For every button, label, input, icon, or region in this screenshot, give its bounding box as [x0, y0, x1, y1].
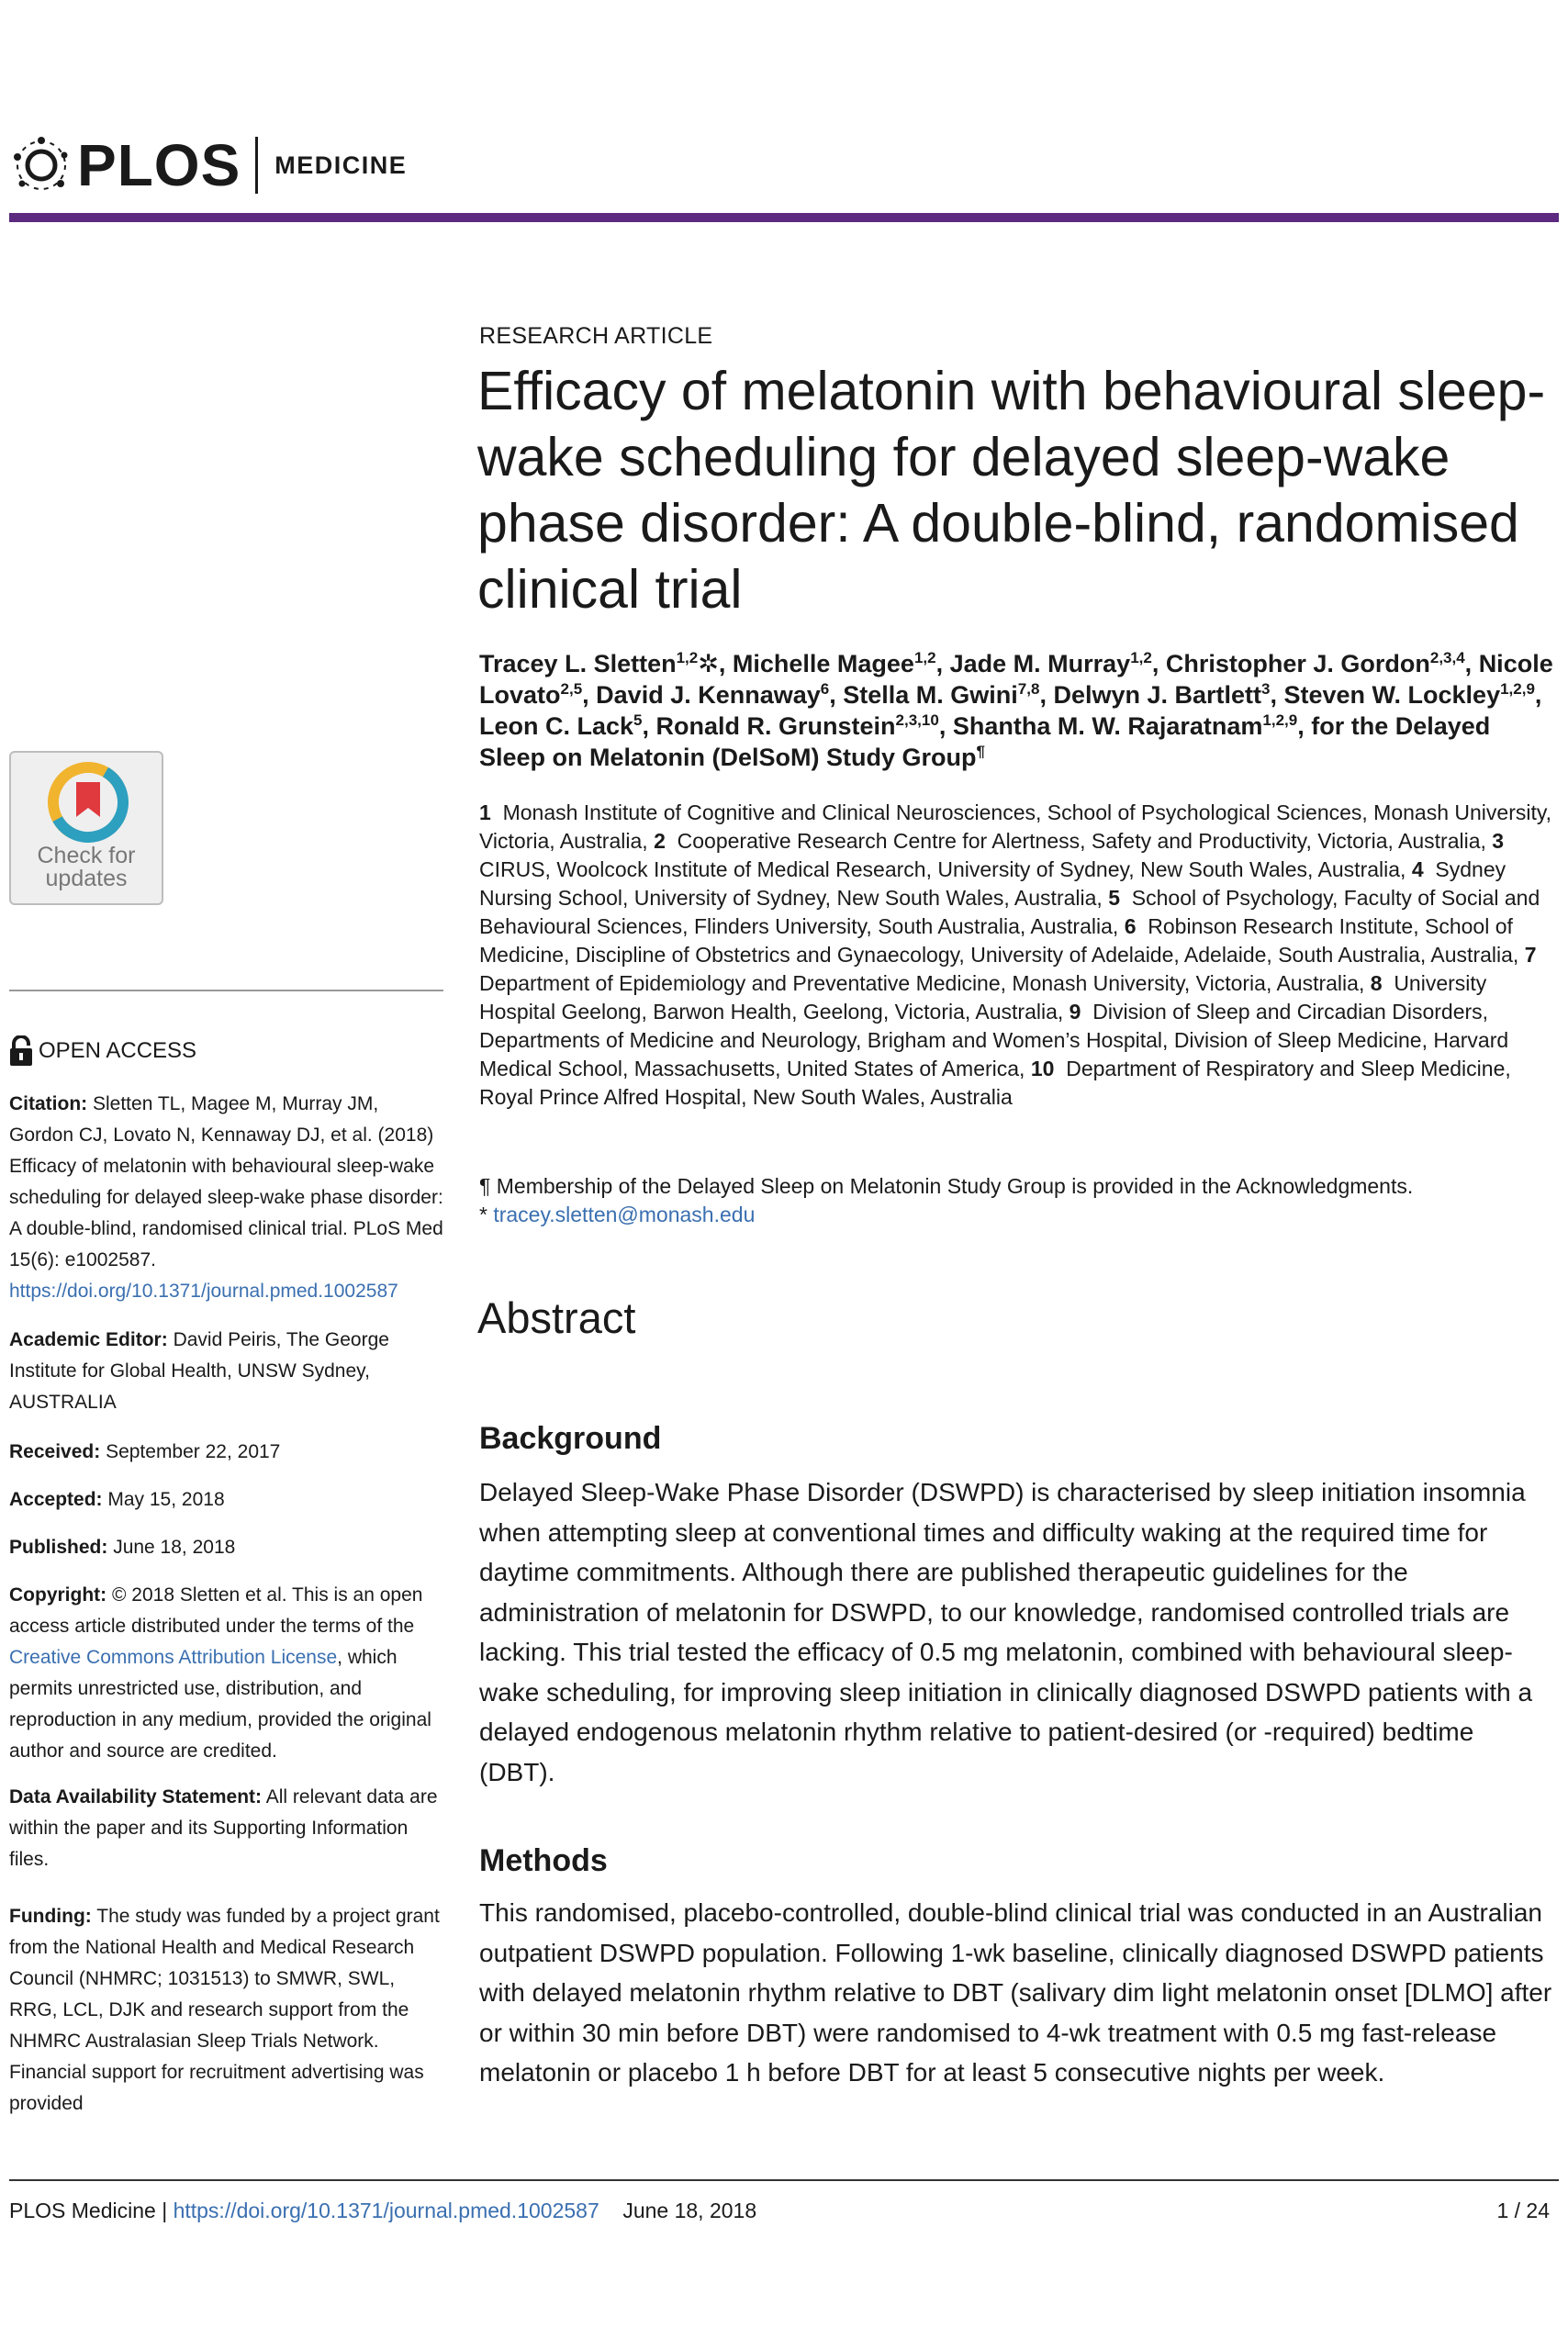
received-label: Received:: [9, 1441, 101, 1462]
footer-citation: [9, 2199, 756, 2223]
affiliation-number: 6: [1124, 914, 1137, 938]
citation-text: Sletten TL, Magee M, Murray JM, Gordon CJ, Lovato N, Kennaway DJ, et al. (2018) Efficacy of melatonin with behavioural sleep-wake scheduling for delayed sleep-wake phase disorder: A double-blind, randomised clinical trial. PLoS Med 15(6): e1002587.: [9, 1093, 443, 1270]
author-name: Steven W. Lockley: [1283, 681, 1501, 709]
license-link[interactable]: Creative Commons Attribution License: [9, 1647, 338, 1668]
author-name: Jade M. Murray: [949, 650, 1131, 677]
author-affiliation-sup: 5: [633, 711, 643, 729]
corresponding-email-link[interactable]: tracey.sletten@monash.edu: [493, 1203, 756, 1226]
open-lock-icon: [9, 1035, 33, 1067]
author-affiliation-sup: 3: [1261, 680, 1271, 698]
affiliations: [479, 799, 1558, 1112]
citation: [9, 1089, 445, 1307]
membership-block: [479, 1172, 1558, 1229]
affiliation-number: 3: [1492, 829, 1505, 853]
group-author-sup: ¶: [976, 743, 985, 760]
copyright: [9, 1580, 445, 1767]
funding-text: The study was funded by a project grant from the National Health and Medical Research Council (NHMRC; 1031513) to SMWR, SWL, RRG, LCL, DJK and research support from the NHMRC Australasian Sleep Trials Network. Financial support for recruitment advertising was provided: [9, 1906, 440, 2114]
author-name: Nicole Lovato: [479, 650, 1553, 709]
footer-rule: [9, 2179, 1559, 2181]
affiliation-text: Department of Respiratory and Sleep Medicine, Royal Prince Alfred Hospital, New South Wales, Australia: [479, 1057, 1511, 1109]
membership-note: ¶ Membership of the Delayed Sleep on Melatonin Study Group is provided in the Acknowledgments.: [479, 1174, 1414, 1198]
affiliation-number: 1: [479, 800, 491, 824]
affiliation-text: CIRUS, Woolcock Institute of Medical Research, University of Sydney, New South Wales, Australia,: [479, 857, 1406, 881]
background-heading: Background: [479, 1421, 662, 1456]
affiliation-text: Robinson Research Institute, School of Medicine, Discipline of Obstetrics and Gynaecology, University of Adelaide, Adelaide, South Australia, Australia,: [479, 914, 1519, 967]
author-list: Tracey L. Sletten$^{1,2}$✲, Michelle Magee$^{1,2}$, Jade M. Murray$^{1,2}$, Christopher J. Gordon$^{2,3,4}$, Nicole Lovato$^{2,5}$, David J. Kennaway$^6$, Stella M. Gwini$^{7,8}$, Delwyn J. Bartlett$^3$, Steven W. Lockley$^{1,2,9}$, Leon C. Lack$^5$, Ronald R. Grunstein$^{2,3,10}$, Shantha M. W. Rajaratnam$^{1,2,9}$, for the Delayed Sleep on Melatonin (DelSoM) Study Group¶: [479, 649, 1553, 771]
data-availability-label: Data Availability Statement:: [9, 1786, 263, 1807]
check-for-updates-badge[interactable]: [9, 751, 163, 905]
affiliation-text: Monash Institute of Cognitive and Clinical Neurosciences, School of Psychological Sciences, Monash University, Victoria, Australia,: [479, 800, 1552, 853]
sidebar-rule: [9, 990, 443, 991]
affiliation-text: Cooperative Research Centre for Alertness, Safety and Productivity, Victoria, Australia,: [677, 829, 1486, 853]
footer-doi-link[interactable]: https://doi.org/10.1371/journal.pmed.1002587: [173, 2199, 599, 2222]
received-date: [9, 1437, 445, 1468]
article-type: RESEARCH ARTICLE: [479, 323, 713, 349]
check-for-updates-label: Check for updates: [37, 843, 136, 891]
author-affiliation-sup: 1,2: [1130, 649, 1152, 666]
affiliation-text: School of Psychology, Faculty of Social and Behavioural Sciences, Flinders University, South Australia, Australia,: [479, 886, 1540, 938]
affiliation-number: 7: [1524, 943, 1537, 967]
copyright-label: Copyright:: [9, 1584, 107, 1606]
article-title: Efficacy of melatonin with behavioural sleep-wake scheduling for delayed sleep-wake phase disorder: A double-blind, randomised clinical trial: [477, 361, 1546, 620]
affiliation-number: 9: [1069, 1000, 1081, 1024]
author-affiliation-sup: 7,8: [1017, 680, 1040, 698]
author-affiliation-sup: 2,3,10: [895, 711, 939, 729]
copyright-text: © 2018 Sletten et al. This is an open access article distributed under the terms of the: [9, 1584, 423, 1637]
publisher-name: PLOS: [77, 132, 241, 198]
author-affiliation-sup: 6: [820, 680, 830, 698]
affiliation-number: 2: [654, 829, 666, 853]
author-name: Michelle Magee: [732, 650, 914, 677]
corresponding-line: [479, 1201, 1558, 1229]
footer-journal: PLOS Medicine |: [9, 2199, 168, 2222]
author-name: David J. Kennaway: [596, 681, 821, 709]
affiliation-number: 5: [1108, 886, 1120, 910]
author-name: Delwyn J. Bartlett: [1053, 681, 1262, 709]
affiliation-number: 8: [1370, 971, 1383, 995]
editor-label: Academic Editor:: [9, 1329, 168, 1350]
footer-date: June 18, 2018: [622, 2199, 757, 2222]
logo-divider: [255, 137, 258, 194]
author-name: Leon C. Lack: [479, 712, 634, 740]
check-updates-icon: [48, 762, 129, 843]
academic-editor: [9, 1325, 445, 1418]
published-date: [9, 1532, 445, 1563]
data-availability: [9, 1782, 445, 1875]
data-availability-text: All relevant data are within the paper and its Supporting Information files.: [9, 1786, 438, 1870]
accepted-label: Accepted:: [9, 1489, 103, 1510]
published-value: June 18, 2018: [113, 1537, 236, 1558]
affiliation-text: Department of Epidemiology and Preventative Medicine, Monash University, Victoria, Australia,: [479, 971, 1365, 995]
editor-text: David Peiris, The George Institute for Global Health, UNSW Sydney, AUSTRALIA: [9, 1329, 389, 1413]
received-value: September 22, 2017: [106, 1441, 281, 1462]
accepted-value: May 15, 2018: [107, 1489, 225, 1510]
citation-doi-link[interactable]: https://doi.org/10.1371/journal.pmed.1002587: [9, 1281, 398, 1302]
corresponding-mark: *: [479, 1203, 487, 1226]
plos-logo: [9, 129, 407, 202]
author-name: Shantha M. W. Rajaratnam: [952, 712, 1263, 740]
page-number: 1 / 24: [1496, 2199, 1550, 2222]
citation-label: Citation:: [9, 1093, 88, 1114]
affiliation-number: 10: [1030, 1057, 1055, 1080]
header-rule: [9, 213, 1559, 222]
accepted-date: [9, 1484, 445, 1516]
open-access: [9, 1035, 196, 1067]
methods-heading: Methods: [479, 1843, 608, 1878]
affiliation-text: University Hospital Geelong, Barwon Health, Geelong, Victoria, Australia,: [479, 971, 1487, 1024]
author-affiliation-sup: 2,5: [560, 680, 583, 698]
abstract-heading: Abstract: [477, 1293, 636, 1342]
author-affiliation-sup: 1,2,9: [1500, 680, 1535, 698]
corresponding-mark: ✲: [698, 650, 719, 677]
author-name: Ronald R. Grunstein: [655, 712, 896, 740]
published-label: Published:: [9, 1537, 108, 1558]
funding-label: Funding:: [9, 1906, 92, 1927]
author-affiliation-sup: 1,2,9: [1262, 711, 1298, 729]
journal-name: MEDICINE: [274, 151, 408, 179]
background-text: Delayed Sleep-Wake Phase Disorder (DSWPD) is characterised by sleep initiation insomnia when attempting sleep at conventional times and difficulty waking at the required time for daytime commitments. Although there are published therapeutic guidelines for the administration of melatonin for DSWPD, to our knowledge, randomised controlled trials are lacking. This trial tested the efficacy of 0.5 mg melatonin, combined with behavioural sleep-wake scheduling, for improving sleep initiation in clinically diagnosed DSWPD patients with a delayed endogenous melatonin rhythm relative to patient-desired (or -required) bedtime (DBT).: [479, 1478, 1533, 1786]
plos-logo-icon: [9, 133, 73, 197]
methods-text: This randomised, placebo-controlled, double-blind clinical trial was conducted in an Australian outpatient DSWPD population. Following 1-wk baseline, clinically diagnosed DSWPD patients with delayed melatonin rhythm relative to DBT (salivary dim light melatonin onset [DLMO] after or within 30 min before DBT) were randomised to 4-wk treatment with 0.5 mg fast-release melatonin or placebo 1 h before DBT for at least 5 consecutive nights per week.: [479, 1898, 1552, 2087]
author-affiliation-sup: 2,3,4: [1429, 649, 1465, 666]
author-affiliation-sup: 1,2: [913, 649, 936, 666]
copyright-text-end: , which permits unrestricted use, distribution, and reproduction in any medium, provided the original author and source are credited.: [9, 1647, 431, 1762]
open-access-label: OPEN ACCESS: [39, 1038, 197, 1063]
affiliation-text: Division of Sleep and Circadian Disorders, Departments of Medicine and Neurology, Brigham and Women’s Hospital, Division of Sleep Medicine, Harvard Medical School, Massachusetts, United States of America,: [479, 1000, 1509, 1080]
affiliation-number: 4: [1411, 857, 1424, 881]
group-author: for the Delayed Sleep on Melatonin (DelSoM) Study Group: [479, 712, 1491, 771]
author-name: Stella M. Gwini: [843, 681, 1018, 709]
author-name: Christopher J. Gordon: [1165, 650, 1430, 677]
author-name: Tracey L. Sletten: [479, 650, 677, 677]
author-affiliation-sup: 1,2: [676, 649, 699, 666]
affiliation-text: Sydney Nursing School, University of Sydney, New South Wales, Australia,: [479, 857, 1506, 910]
funding: [9, 1901, 445, 2120]
